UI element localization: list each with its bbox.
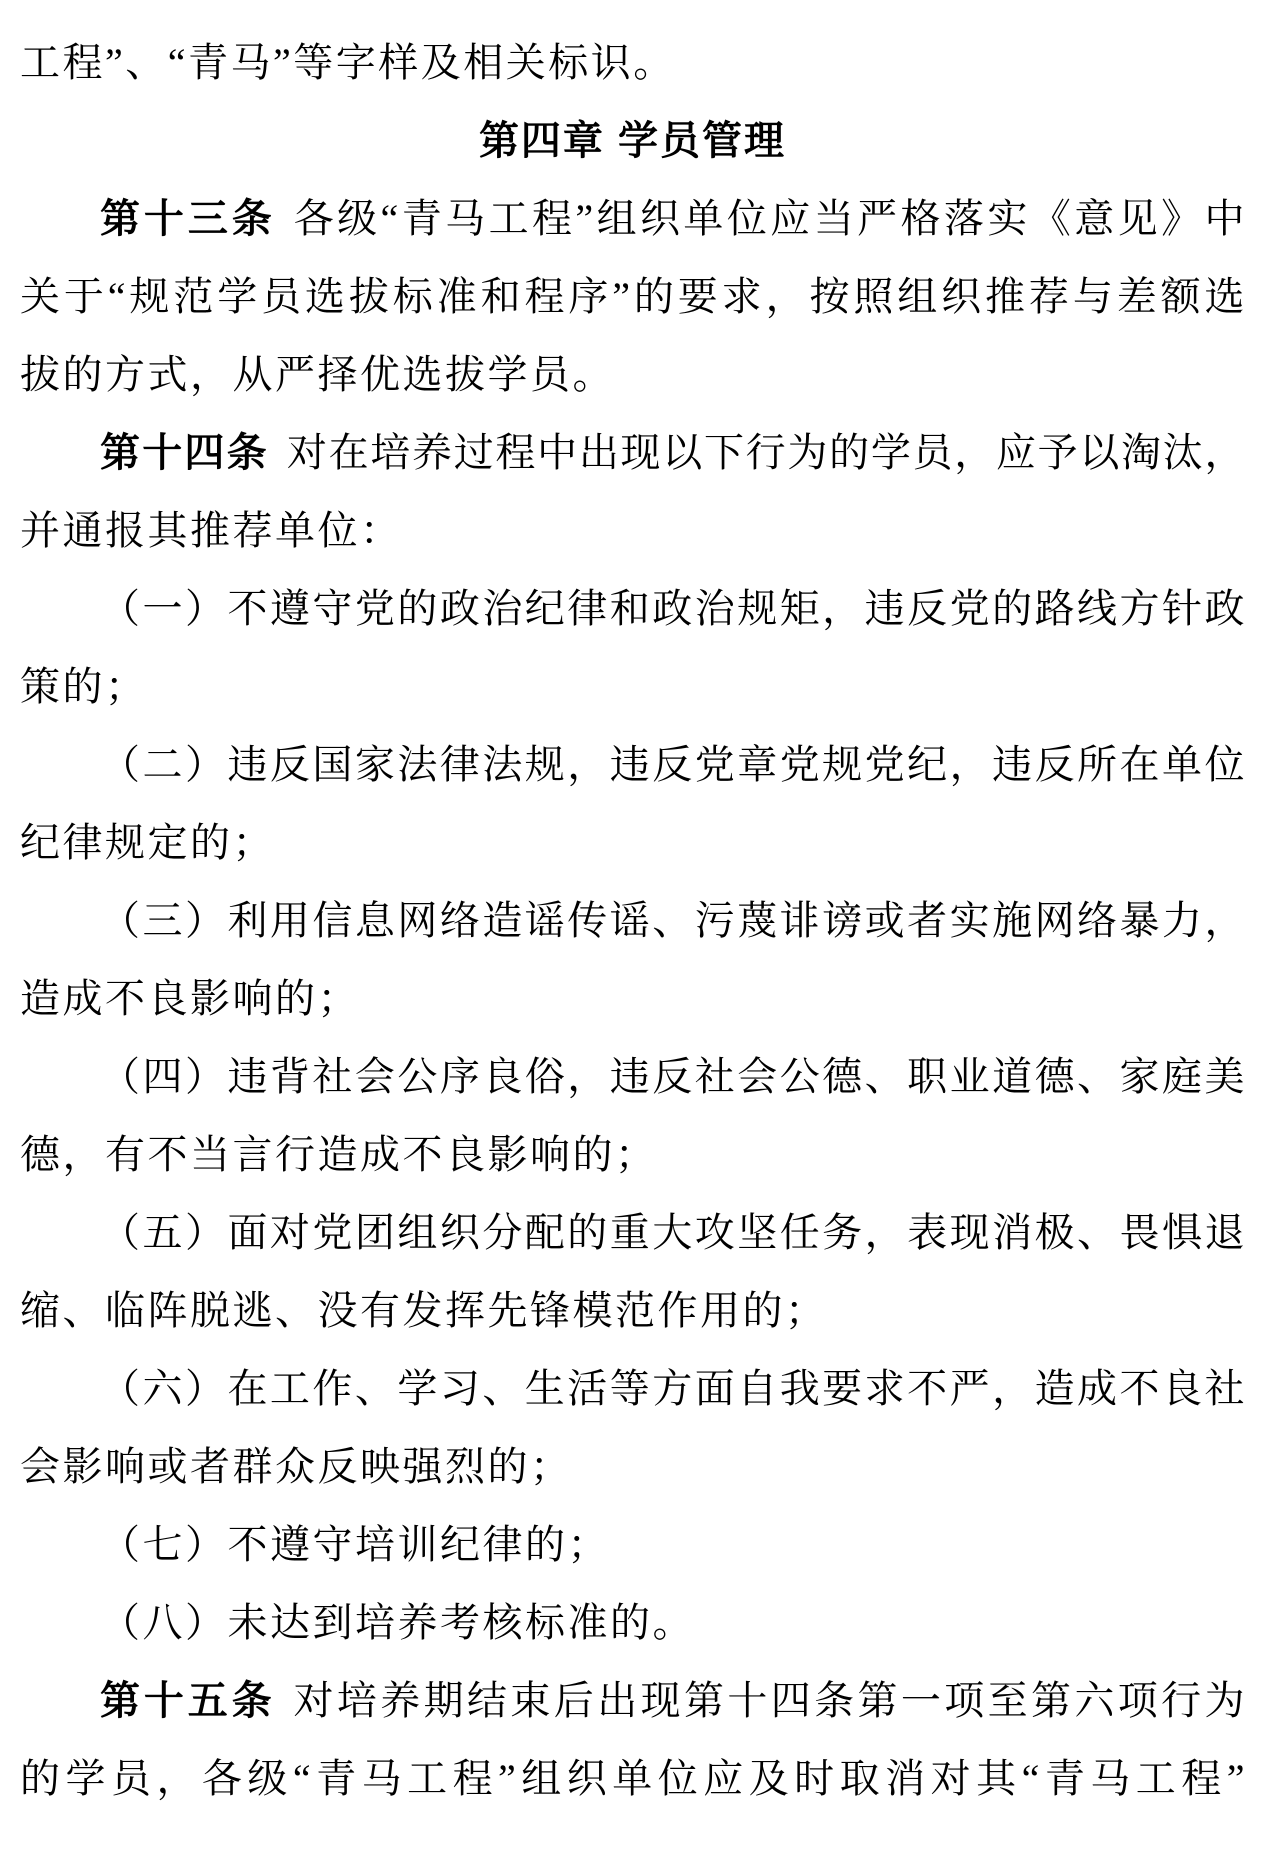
article-label: 第十四条 — [100, 431, 269, 475]
line-text: （五）面对党团组织分配的重大攻坚任务，表现消极、畏惧退 — [100, 1210, 1245, 1255]
doc-line — [20, 648, 1245, 726]
line-text: （二）违反国家法律法规，违反党章党规党纪，违反所在单位 — [100, 742, 1245, 787]
line-text: 工程”、“青马”等字样及相关标识。 — [20, 40, 676, 85]
article-label: 第十五条 — [100, 1679, 276, 1723]
article-label: 第十三条 — [100, 197, 276, 241]
line-text: 会影响或者群众反映强烈的； — [20, 1444, 573, 1489]
line-text: 各级“青马工程”组织单位应当严格落实《意见》中 — [293, 196, 1246, 241]
doc-line — [20, 726, 1245, 804]
line-text: （八）未达到培养考核标准的。 — [100, 1600, 695, 1645]
line-text: 德，有不当言行造成不良影响的； — [20, 1132, 658, 1177]
doc-line — [20, 1272, 1245, 1350]
doc-line — [20, 1116, 1245, 1194]
line-text: 缩、临阵脱逃、没有发挥先锋模范作用的； — [20, 1288, 828, 1333]
doc-line — [20, 570, 1245, 648]
line-text: 的学员，各级“青马工程”组织单位应及时取消对其“青马工程” — [20, 1756, 1245, 1801]
line-text: 对在培养过程中出现以下行为的学员，应予以淘汰， — [286, 430, 1246, 475]
line-text: （一）不遵守党的政治纪律和政治规矩，违反党的路线方针政 — [100, 586, 1245, 631]
line-text: 策的； — [20, 664, 148, 709]
line-text: （六）在工作、学习、生活等方面自我要求不严，造成不良社 — [100, 1366, 1245, 1411]
line-text: （七）不遵守培训纪律的； — [100, 1522, 610, 1567]
chapter-heading-text: 第四章 学员管理 — [478, 119, 787, 163]
line-text: 关于“规范学员选拔标准和程序”的要求，按照组织推荐与差额选 — [20, 274, 1245, 319]
doc-line — [20, 804, 1245, 882]
line-text: 造成不良影响的； — [20, 976, 360, 1021]
doc-line — [20, 1194, 1245, 1272]
doc-line — [20, 1740, 1245, 1818]
doc-line — [20, 1662, 1245, 1740]
doc-line — [20, 1350, 1245, 1428]
chapter-heading — [20, 102, 1245, 180]
doc-line — [20, 1584, 1245, 1662]
doc-line — [20, 960, 1245, 1038]
doc-line — [20, 24, 1245, 102]
doc-line — [20, 1506, 1245, 1584]
line-text: （三）利用信息网络造谣传谣、污蔑诽谤或者实施网络暴力， — [100, 898, 1245, 943]
doc-line — [20, 1428, 1245, 1506]
line-text: （四）违背社会公序良俗，违反社会公德、职业道德、家庭美 — [100, 1054, 1245, 1099]
doc-line — [20, 258, 1245, 336]
doc-line — [20, 1038, 1245, 1116]
line-text: 并通报其推荐单位： — [20, 508, 403, 553]
doc-line — [20, 180, 1245, 258]
doc-line — [20, 882, 1245, 960]
doc-line — [20, 414, 1245, 492]
line-text: 拔的方式，从严择优选拔学员。 — [20, 352, 615, 397]
doc-line — [20, 336, 1245, 414]
doc-line — [20, 492, 1245, 570]
line-text: 对培养期结束后出现第十四条第一项至第六项行为 — [293, 1678, 1246, 1723]
line-text: 纪律规定的； — [20, 820, 275, 865]
